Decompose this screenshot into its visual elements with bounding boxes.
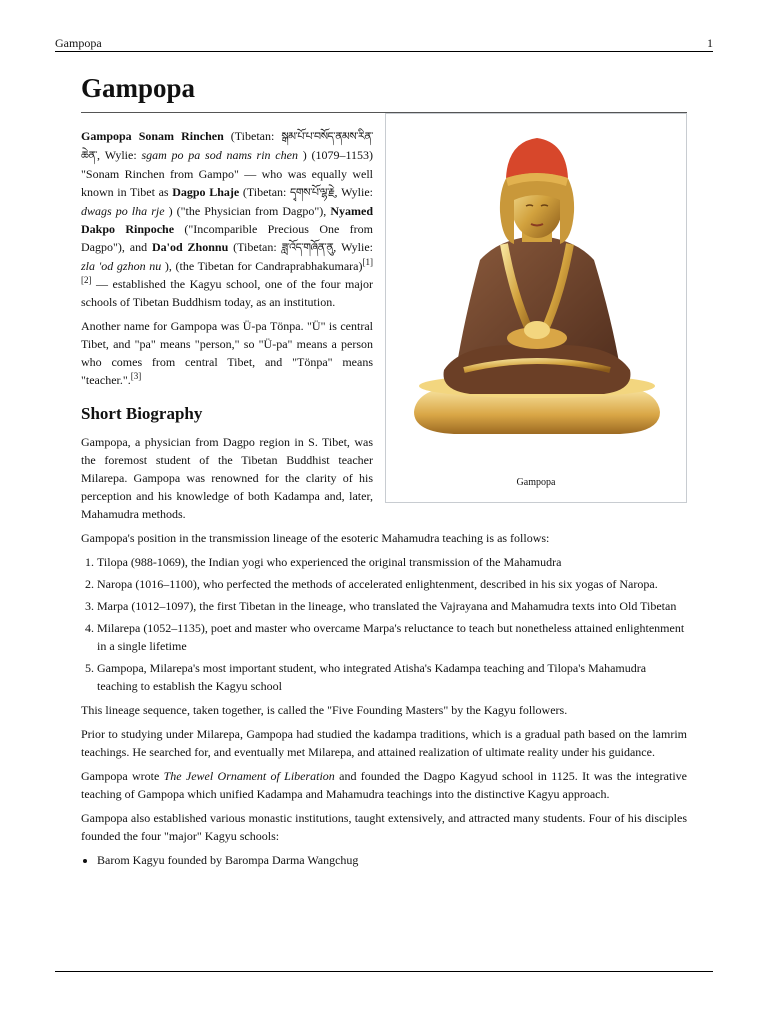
text-run: , Wylie: bbox=[96, 148, 142, 162]
prior-study-paragraph: Prior to studying under Milarepa, Gampopa had studied the kadampa traditions, which is a gradual path based on the lamrim teachings. He searched for, and eventually met Milarepa, and attained realization of ultimate reality under his guidance. bbox=[81, 727, 687, 759]
text-run: and founded the Dagpo Kagyud school in 1125. It was the integrative teaching of Gampopa which unified Kadampa and Mahamudra teachings into the distinctive Kagyu approach. bbox=[81, 769, 687, 801]
running-head bbox=[55, 36, 713, 52]
footer-rule bbox=[55, 971, 713, 972]
list-item: 5. Gampopa, Milarepa's most important student, who integrated Atisha's Kadampa teaching and Tilopa's Mahamudra teaching to establish the Kagyu school bbox=[97, 659, 687, 695]
biography-paragraph: Gampopa, a physician from Dagpo region in S. Tibet, was the foremost student of the Tibetan Buddhist teacher Milarepa. Gampopa was renowned for the clarity of his perception and his knowledge of both Kadampa and, later, Mahamudra methods. bbox=[81, 435, 373, 521]
lineage-paragraph: This lineage sequence, taken together, is called the "Five Founding Masters" by the Kagyu followers. bbox=[81, 703, 568, 717]
text-run: ("Incomparible Precious One from Dagpo"), and bbox=[81, 222, 373, 254]
text-run: (Tibetan: bbox=[228, 240, 282, 254]
subject-name: Gampopa Sonam Rinchen bbox=[81, 129, 224, 143]
statue-image[interactable] bbox=[394, 120, 680, 476]
page-number: 1 bbox=[707, 36, 713, 50]
lineage-intro: Gampopa's position in the transmission lineage of the esoteric Mahamudra teaching is as follows: bbox=[81, 531, 550, 545]
schools-list bbox=[81, 851, 687, 869]
wylie-transliteration: zla 'od gzhon nu bbox=[81, 259, 162, 273]
list-item: 1. Tilopa (988-1069), the Indian yogi who experienced the original transmission of the Mahamudra bbox=[97, 553, 687, 571]
list-item: 3. Marpa (1012–1097), the first Tibetan in the lineage, who translated the Vajrayana and Mahamudra texts into Old Tibetan bbox=[97, 597, 687, 615]
text-run: Gampopa wrote bbox=[81, 769, 164, 783]
text-run: — established the Kagyu school, one of the four major schools of Tibetan Buddhism today, as an institution. bbox=[81, 277, 373, 309]
citation-link[interactable]: [1] bbox=[362, 257, 373, 267]
alt-name: Nyamed Dakpo Rinpoche bbox=[81, 204, 373, 236]
book-title: The Jewel Ornament of Liberation bbox=[163, 769, 335, 783]
monastic-paragraph: Gampopa also established various monastic institutions, taught extensively, and attracted many students. Four of his disciples founded the four "major" Kagyu schools: bbox=[81, 811, 687, 843]
tibetan-script: སྒམ་པོ་པ་བསོད་ནམས་རིན་ཆེན་ bbox=[81, 130, 373, 162]
text-run: , Wylie: bbox=[334, 185, 374, 199]
text-run: Another name for Gampopa was Ü-pa Tönpa. "Ü" is central Tibet, and "pa" means "person," so "Ü-pa" means a person who comes from central Tibet, and "Tönpa" means "teacher.". bbox=[81, 319, 373, 387]
wylie-transliteration: dwags po lha rje bbox=[81, 204, 165, 218]
section-heading: Short Biography bbox=[81, 404, 203, 423]
tibetan-script: ཟླ་འོད་གཞོན་ནུ bbox=[281, 241, 334, 254]
tibetan-script: དྭགས་པོ་ལྷ་རྗེ bbox=[290, 186, 335, 199]
wylie-transliteration: sgam po pa sod nams rin chen bbox=[141, 148, 298, 162]
infobox-caption: Gampopa bbox=[516, 477, 556, 488]
infobox bbox=[385, 113, 687, 503]
text-run: (Tibetan: bbox=[223, 129, 282, 143]
lineage-list bbox=[81, 553, 687, 695]
running-head-title: Gampopa bbox=[55, 36, 102, 50]
alt-name: Dagpo Lhaje bbox=[172, 185, 240, 199]
article-body bbox=[81, 70, 687, 869]
citation-link[interactable]: [3] bbox=[130, 371, 142, 381]
list-item: 2. Naropa (1016–1100), who perfected the methods of accelerated enlightenment, described in his six yogas of Naropa. bbox=[97, 575, 687, 593]
header-rule bbox=[55, 51, 713, 52]
text-run: ) (1079–1153) "Sonam Rinchen from Gampo" — who was equally well known in Tibet as bbox=[81, 148, 374, 199]
text-run: (Tibetan: bbox=[239, 185, 291, 199]
jewel-ornament-paragraph bbox=[81, 767, 687, 803]
list-item: 4. Milarepa (1052–1135), poet and master who overcame Marpa's reluctance to teach but nonetheless attained enlightenment in a single lifetime bbox=[97, 619, 687, 655]
list-item: • Barom Kagyu founded by Barompa Darma Wangchug bbox=[97, 851, 687, 869]
text-run: ) ("the Physician from Dagpo"), bbox=[164, 204, 331, 218]
text-run: ), (the Tibetan for Candraprabhakumara) bbox=[161, 259, 363, 273]
citation-link[interactable]: [2] bbox=[81, 275, 92, 285]
article-title: Gampopa bbox=[81, 70, 687, 113]
alt-name: Da'od Zhonnu bbox=[151, 240, 229, 254]
text-run: , Wylie: bbox=[333, 240, 374, 254]
